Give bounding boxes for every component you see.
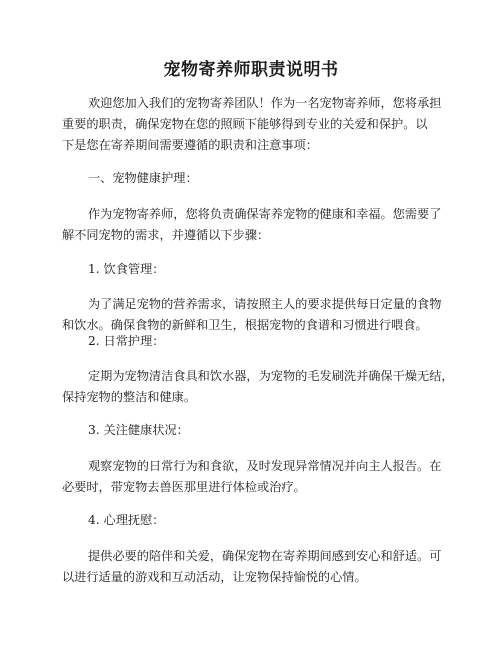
item-heading: 1. 饮食管理： <box>88 262 165 276</box>
section-line: 作为宠物寄养师，您将负责确保寄养宠物的健康和幸福。您需要了 <box>88 207 442 221</box>
item-line: 和饮水。确保食物的新鲜和卫生，根据宠物的食谱和习惯进行喂食。 <box>62 318 428 332</box>
item-heading: 2. 日常护理： <box>88 334 165 348</box>
item-line: 观察宠物的日常行为和食欲，及时发现异常情况并向主人报告。在 <box>88 459 442 473</box>
item-line: 为了满足宠物的营养需求，请按照主人的要求提供每日定量的食物 <box>88 297 442 311</box>
item-line: 保持宠物的整洁和健康。 <box>62 390 197 404</box>
section-paragraph <box>62 204 440 246</box>
item-line: 提供必要的陪伴和关爱，确保宠物在寄养期间感到安心和舒适。可 <box>88 549 442 563</box>
item-line: 定期为宠物清洁食具和饮水器，为宠物的毛发刷洗并确保干燥无结， <box>88 369 454 383</box>
intro-paragraph <box>62 93 440 156</box>
section-heading: 一、宠物健康护理： <box>88 171 198 185</box>
item-heading: 4. 心理抚慰： <box>88 513 165 527</box>
item-paragraph <box>62 294 440 336</box>
item-paragraph <box>62 546 440 588</box>
item-paragraph <box>62 456 440 498</box>
intro-line: 下是您在寄养期间需要遵循的职责和注意事项： <box>62 138 318 152</box>
page-title: 宠物寄养师职责说明书 <box>163 60 339 80</box>
intro-line: 重要的职责，确保宠物在您的照顾下能够得到专业的关爱和保护。以 <box>62 117 428 131</box>
section-line: 解不同宠物的需求，并遵循以下步骤： <box>62 228 270 242</box>
item-paragraph <box>62 366 454 408</box>
intro-line: 欢迎您加入我们的宠物寄养团队！作为一名宠物寄养师，您将承担 <box>88 96 442 110</box>
item-line: 必要时，带宠物去兽医那里进行体检或治疗。 <box>62 480 306 494</box>
item-line: 以进行适量的游戏和互动活动，让宠物保持愉悦的心情。 <box>62 570 367 584</box>
item-heading: 3. 关注健康状况： <box>88 423 189 437</box>
